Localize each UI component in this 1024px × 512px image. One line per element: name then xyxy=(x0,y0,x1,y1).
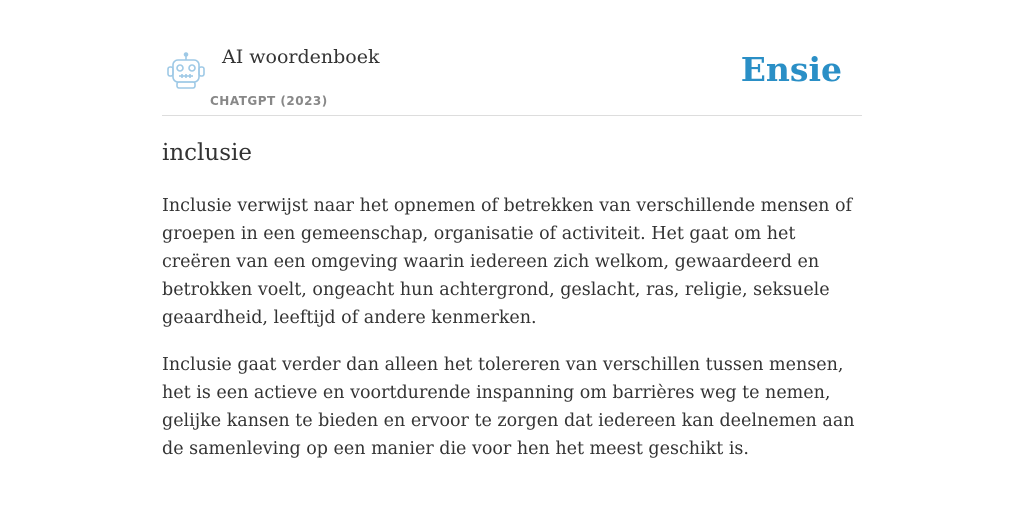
definition-paragraph: Inclusie verwijst naar het opnemen of betrekken van verschillende mensen of groepen in een gemeenschap, organisatie of activiteit. Het gaat om het creëren van een omgeving waarin iedereen zich welkom, gewaardeerd en betrokken voelt, ongeacht hun achtergrond, geslacht, ras, religie, seksuele geaardheid, leeftijd of andere kenmerken. xyxy=(162,196,853,328)
entry-definition xyxy=(162,192,862,482)
source-title: AI woordenboek xyxy=(222,46,380,68)
definition-paragraph: Inclusie gaat verder dan alleen het tolereren van verschillen tussen mensen, het is een actieve en voortdurende inspanning om barrières weg te nemen, gelijke kansen te bieden en ervoor te zorgen dat iedereen kan deelnemen aan de samenleving op een manier die voor hen het meest geschikt is. xyxy=(162,355,855,459)
source-subtitle: CHATGPT (2023) xyxy=(210,94,328,108)
robot-icon xyxy=(166,52,206,90)
brand-logo-link[interactable]: Ensie xyxy=(740,50,842,89)
entry-header xyxy=(162,0,862,116)
page-container xyxy=(162,0,862,459)
entry-term: inclusie xyxy=(162,140,252,166)
